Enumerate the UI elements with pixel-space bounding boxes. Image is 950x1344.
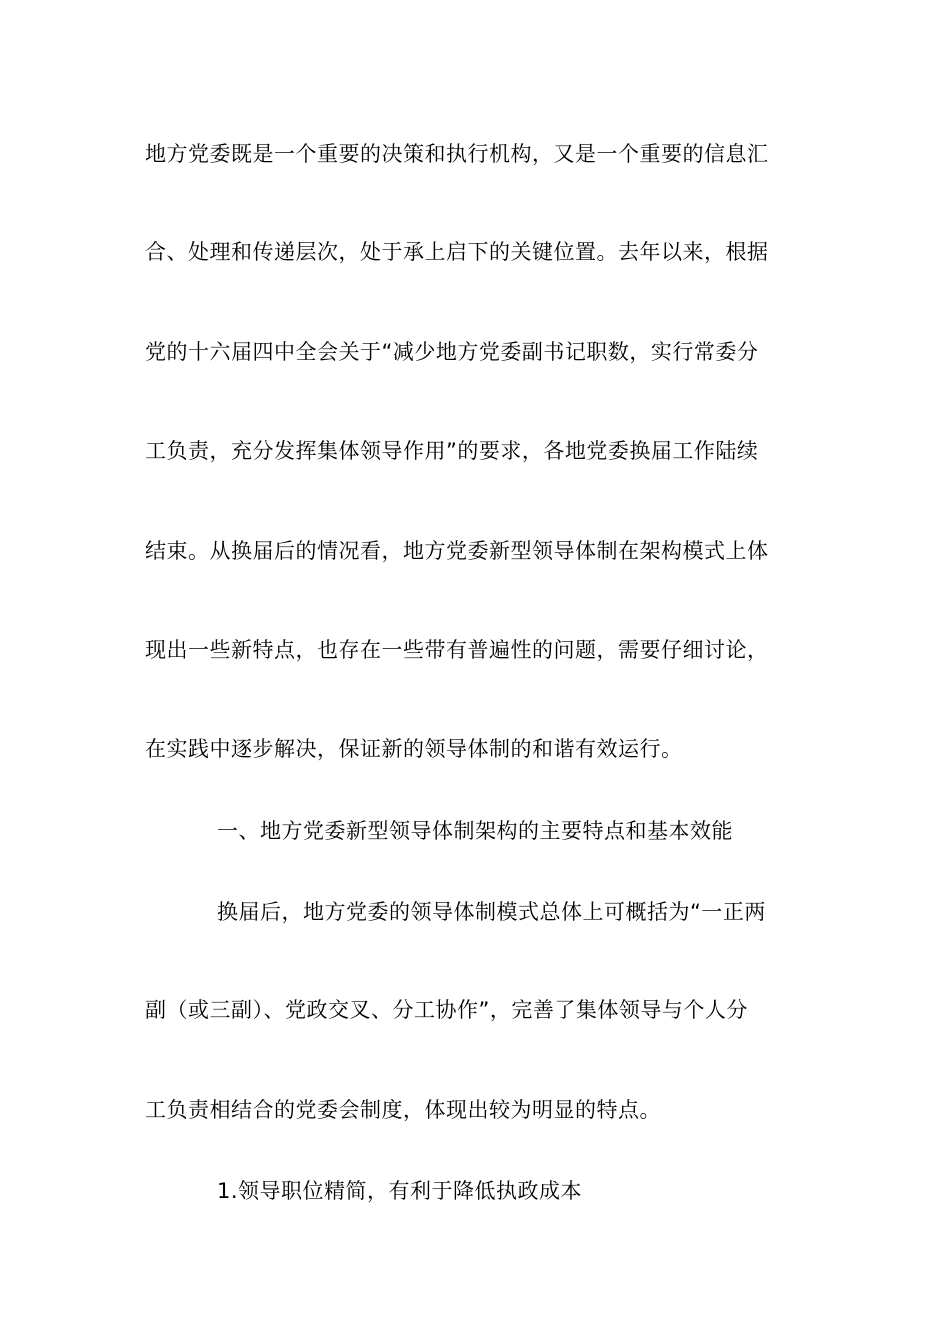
- paragraph-1-line-5: 结束。从换届后的情况看，地方党委新型领导体制在架构模式上体: [145, 539, 769, 563]
- paragraph-2-line-3: 工负责相结合的党委会制度，体现出较为明显的特点。: [145, 1098, 661, 1122]
- paragraph-2-line-2: 副（或三副）、党政交叉、分工协作”，完善了集体领导与个人分: [145, 998, 748, 1022]
- paragraph-1-line-1: 地方党委既是一个重要的决策和执行机构，又是一个重要的信息汇: [145, 142, 769, 166]
- paragraph-1-line-3: 党的十六届四中全会关于“减少地方党委副书记职数，实行常委分: [145, 340, 759, 364]
- section-heading-1: 一、地方党委新型领导体制架构的主要特点和基本效能: [217, 819, 733, 843]
- paragraph-1-line-4: 工负责，充分发挥集体领导作用”的要求，各地党委换届工作陆续: [145, 439, 759, 463]
- paragraph-1-line-7: 在实践中逐步解决，保证新的领导体制的和谐有效运行。: [145, 737, 683, 761]
- paragraph-2-line-1: 换届后，地方党委的领导体制模式总体上可概括为“一正两: [217, 900, 766, 924]
- paragraph-1-line-2: 合、处理和传递层次，处于承上启下的关键位置。去年以来，根据: [145, 240, 769, 264]
- subheading-1: 1.领导职位精简，有利于降低执政成本: [217, 1179, 583, 1203]
- paragraph-1-line-6: 现出一些新特点，也存在一些带有普遍性的问题，需要仔细讨论，: [145, 638, 769, 662]
